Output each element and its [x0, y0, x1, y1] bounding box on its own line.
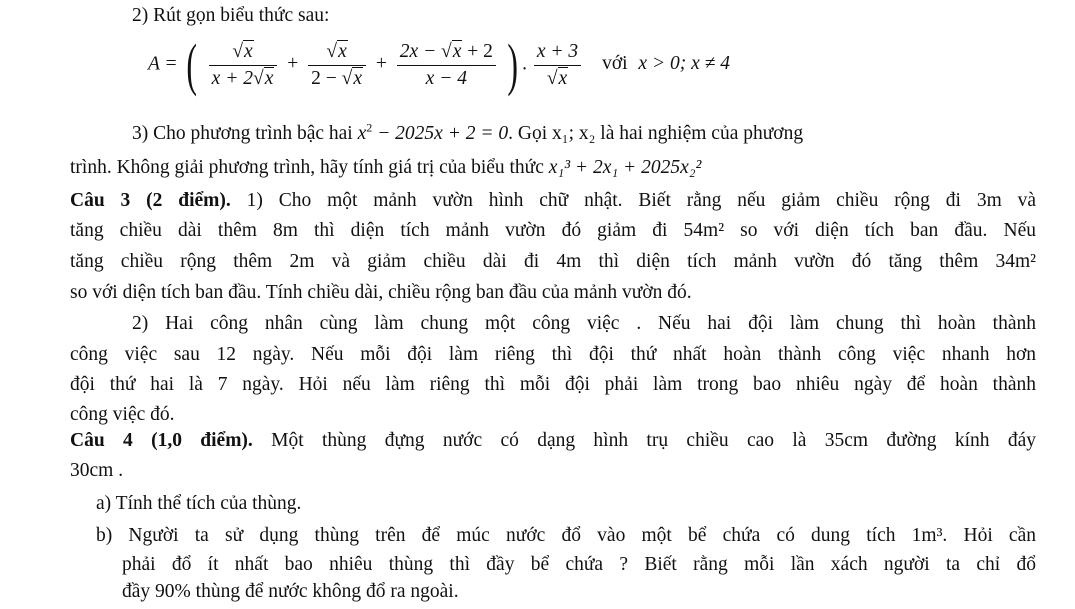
q4-part-a: a) Tính thể tích của thùng.	[96, 493, 302, 514]
left-paren: (	[186, 32, 198, 97]
q3-p1-line1: Câu 3 (2 điểm). 1) Cho một mảnh vườn hình chữ nhật. Biết rằng nếu giảm chiều rộng đi 3m và	[70, 190, 1036, 211]
q2-3-line1: 3) Cho phương trình bậc hai $x^2 - 2025x + 2 = 0$. Gọi x₁; x₂ là hai nghiệm của phương	[132, 120, 804, 144]
q4-label: Câu 4 (1,0 điểm).	[70, 430, 253, 451]
q3-p1-line2: tăng chiều dài thêm 8m thì diện tích mảnh vườn đó giảm đi 54m² so với diện tích ban đầu. Nếu	[70, 220, 1036, 241]
formula-condition: x > 0; x ≠ 4	[638, 53, 730, 75]
q4-line2: 30cm .	[70, 460, 124, 481]
q4-line1: Câu 4 (1,0 điểm). Một thùng đựng nước có dạng hình trụ chiều cao là 35cm đường kính đáy	[70, 430, 1036, 451]
q3-p2-line3: đội thứ hai là 7 ngày. Hỏi nếu làm riêng thì mỗi đội phải làm trong bao nhiêu ngày để hoàn thành	[70, 374, 1036, 395]
fraction-3: $\frac{2x - √x + 2}{x - 4}$	[397, 39, 496, 92]
q4-part-b-line3: đầy 90% thùng để nước không đổ ra ngoài.	[122, 581, 459, 602]
q4-part-b-line1: b) Người ta sử dụng thùng trên để múc nước đổ vào một bể chứa có dung tích 1m³. Hỏi cần	[96, 525, 1036, 546]
q2-2-heading: 2) Rút gọn biểu thức sau:	[132, 5, 330, 26]
formula-with: với	[602, 53, 628, 75]
fraction-2: $\frac{√x}{2 - √x}$	[308, 39, 366, 92]
q4-part-b-line2: phải đổ ít nhất bao nhiêu thùng thì đầy bể chứa ? Biết rằng mỗi lần xách người ta chỉ đổ	[122, 554, 1036, 575]
q2-3-line2: trình. Không giải phương trình, hãy tính giá trị của biểu thức x₁³ + 2x₁ + 2025x₂²	[70, 157, 702, 178]
q3-p1-line3: tăng chiều rộng thêm 2m và giảm chiều dài đi 4m thì diện tích mảnh vườn đó tăng thêm 34m²	[70, 251, 1036, 272]
right-paren: )	[507, 32, 518, 97]
q3-p1-line4: so với diện tích ban đầu. Tính chiều dài, chiều rộng ban đầu của mảnh vườn đó.	[70, 282, 692, 303]
q3-p2-line1: 2) Hai công nhân cùng làm chung một công việc . Nếu hai đội làm chung thì hoàn thành	[132, 313, 1036, 334]
q3-label: Câu 3 (2 điểm).	[70, 190, 231, 211]
formula-lhs: A =	[148, 53, 178, 75]
q3-p2-line4: công việc đó.	[70, 404, 175, 425]
q3-p2-line2: công việc sau 12 ngày. Nếu mỗi đội làm riêng thì đội thứ nhất hoàn thành công việc nhanh hơn	[70, 344, 1036, 365]
fraction-1: $\frac{√x}{x + 2√x}$	[209, 39, 278, 92]
fraction-4: $\frac{x + 3}{√x}$	[534, 39, 581, 92]
formula-a: A = ( $\frac{√x}{x + 2√x}$ + $\frac{√x}{2 - √x}$ + $\frac{2x - √x + 2}{x - 4}$ ) . $\frac{x + 3}{√x}$ với x > 0; x ≠ 4	[148, 32, 730, 97]
